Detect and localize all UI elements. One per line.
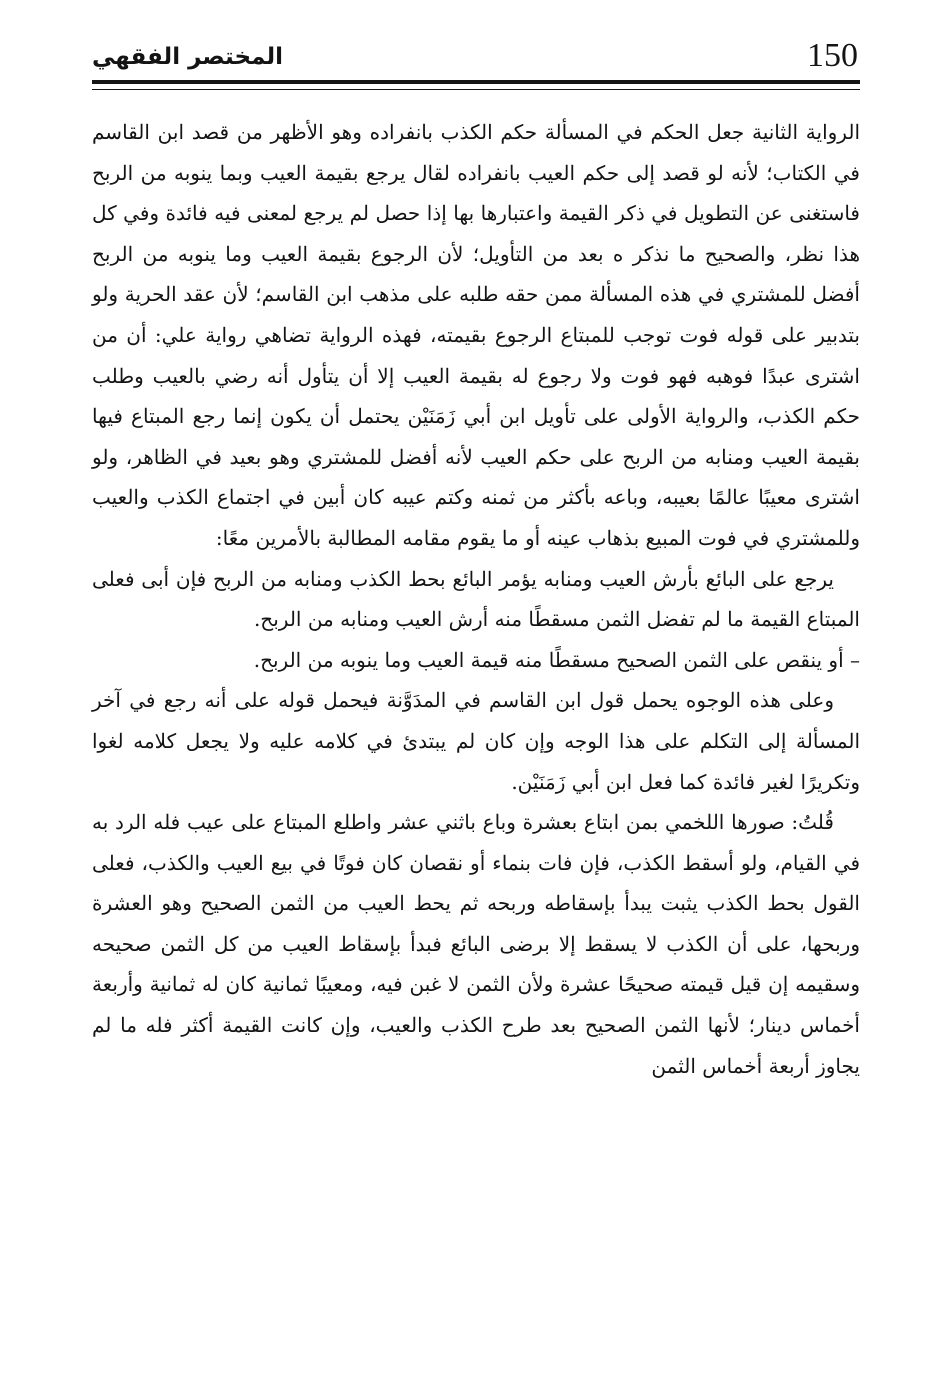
book-title: المختصر الفقهي (92, 44, 283, 70)
page-header (92, 30, 860, 86)
paragraph: وعلى هذه الوجوه يحمل قول ابن القاسم في المدَوَّنة فيحمل قوله على أنه رجع في آخر المسألة إلى التكلم على هذا الوجه وإن كان لم يبتدئ في كلامه عليه ولا يجعل كلامه لغوا وتكريرًا لغير فائدة كما فعل ابن أبي زَمَنَيْن. (92, 688, 860, 794)
paragraph: الرواية الثانية جعل الحكم في المسألة حكم الكذب بانفراده وهو الأظهر من قصد ابن القاسم في الكتاب؛ لأنه لو قصد إلى حكم العيب بانفراده لقال يرجع بقيمة العيب وبما ينوبه من الربح فاستغنى عن التطويل في ذكر القيمة واعتبارها بها إذا حصل لم يرجع لمعنى فيه فائدة وفي كل هذا نظر، والصحيح ما نذكر ه بعد من التأويل؛ لأن الرجوع بقيمة العيب وما ينوبه من الربح أفضل للمشتري في هذه المسألة ممن حقه طلبه على مذهب ابن القاسم؛ لأن عقد الحرية ولو بتدبير على قوله فوت توجب للمبتاع الرجوع بقيمته، فهذه الرواية تضاهي رواية علي: أن من اشترى عبدًا فوهبه فهو فوت ولا رجوع له بقيمة العيب إلا أن يتأول أنه رضي بالعيب وطلب حكم الكذب، والرواية الأولى على تأويل ابن أبي زَمَنَيْن يحتمل أن يكون إنما رجع المبتاع فيها بقيمة العيب ومنابه من الربح على حكم العيب لأنه أفضل للمشتري وهو بعيد في الظاهر، ولو اشترى معيبًا عالمًا بعيبه، وباعه بأكثر من ثمنه وكتم عيبه كان أبين في اجتماع الكذب والعيب وللمشتري في فوت المبيع بذهاب عينه أو ما يقوم مقامه المطالبة بالأمرين معًا: (92, 120, 860, 550)
paragraph: قُلتُ: صورها اللخمي بمن ابتاع بعشرة وباع باثني عشر واطلع المبتاع على عيب فله الرد به في القيام، ولو أسقط الكذب، فإن فات بنماء أو نقصان كان فوتًا في بيع العيب والكذب، فعلى القول بحط الكذب يثبت يبدأ بإسقاطه وربحه ثم يحط العيب من الثمن الصحيح وهو العشرة وربحها، على أن الكذب لا يسقط إلا برضى البائع فبدأ بإسقاط العيب من كل الثمن صحيحه وسقيمه إن قيل قيمته صحيحًا عشرة ولأن الثمن لا غبن فيه، ومعيبًا ثمانية كان له ثمانية وأربعة أخماس دينار؛ لأنها الثمن الصحيح بعد طرح الكذب والعيب، وإن كانت القيمة أكثر فله ما لم يجاوز أربعة أخماس الثمن (92, 810, 860, 1078)
paragraph: يرجع على البائع بأرش العيب ومنابه يؤمر البائع بحط الكذب ومنابه من الربح فإن أبى فعلى المبتاع القيمة ما لم تفضل الثمن مسقطًا منه أرش العيب ومنابه من الربح. (92, 566, 860, 632)
page-number: 150 (807, 37, 858, 74)
body-text (92, 112, 860, 1086)
header-rule-thin (92, 89, 860, 90)
paragraph: – أو ينقص على الثمن الصحيح مسقطًا منه قيمة العيب وما ينوبه من الربح. (253, 647, 860, 672)
header-rule-thick (92, 80, 860, 84)
